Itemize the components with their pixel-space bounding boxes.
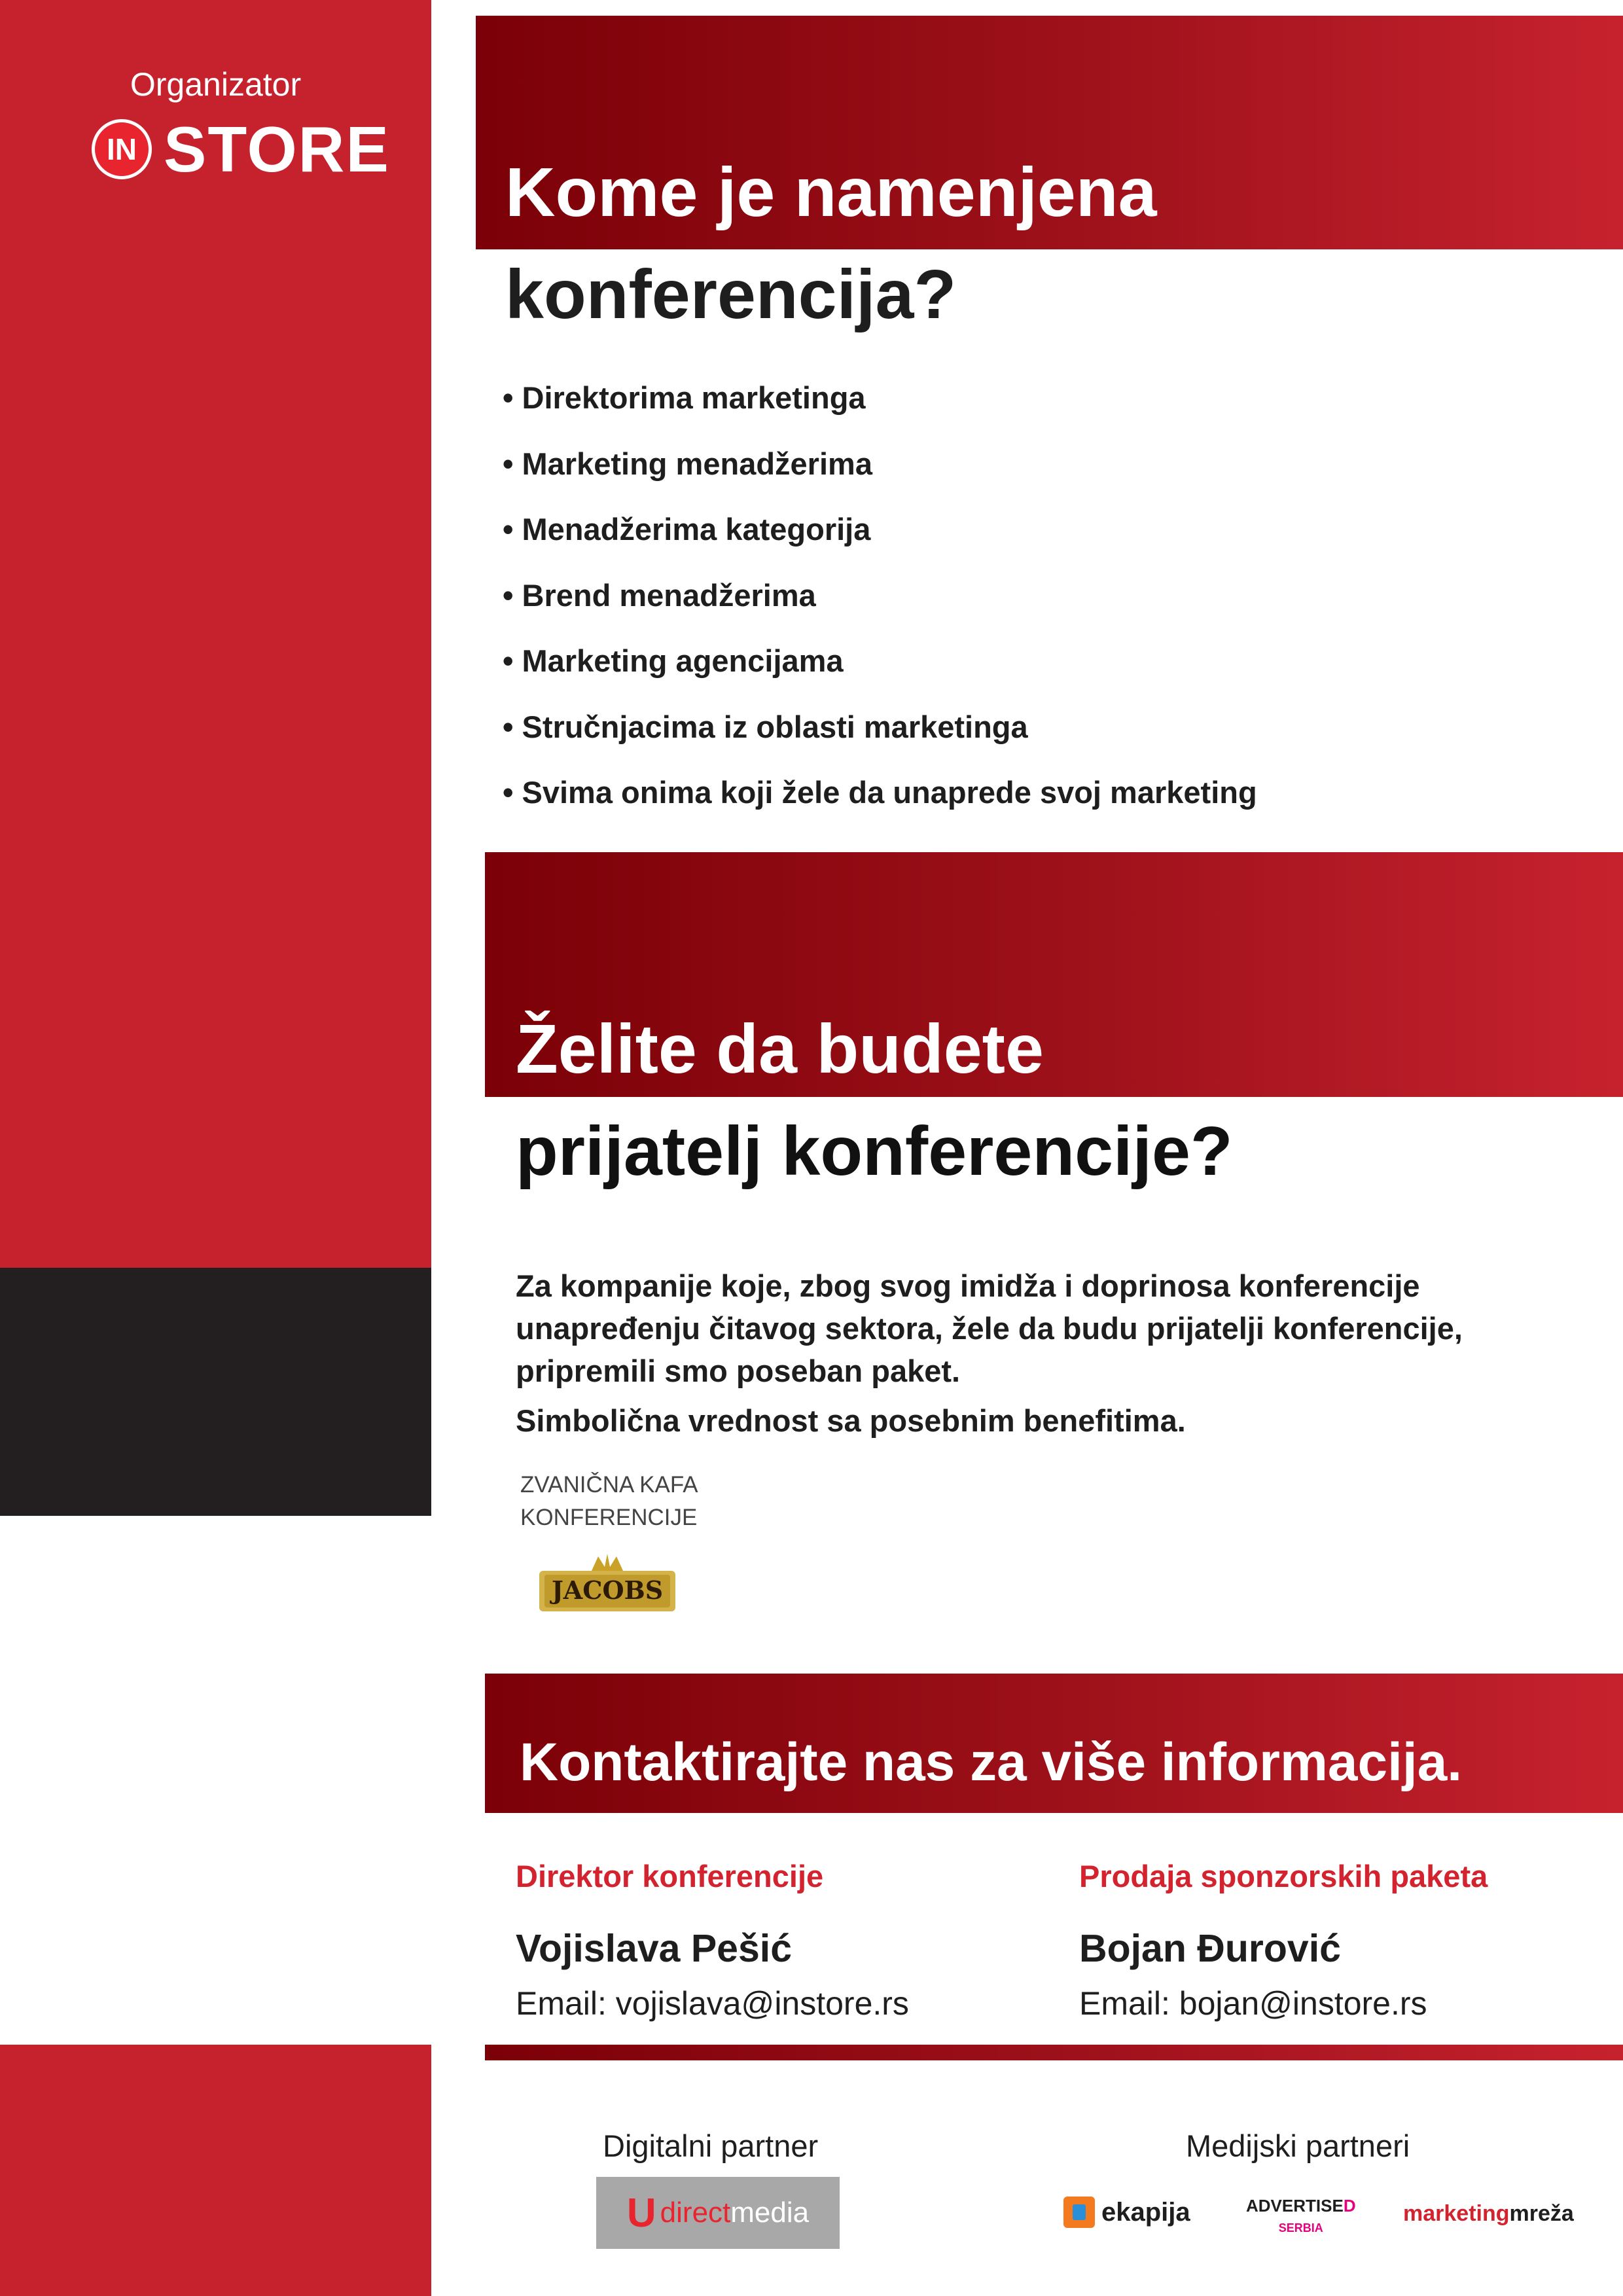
left-black-panel xyxy=(0,1268,431,1516)
audience-title-line1: Kome je namenjena xyxy=(505,154,1157,231)
directmedia-suffix: media xyxy=(730,2197,810,2229)
directmedia-prefix: direct xyxy=(660,2197,731,2229)
friend-note: Simbolična vrednost sa posebnim benefitima. xyxy=(516,1403,1186,1438)
advertised-d: D xyxy=(1343,2196,1356,2215)
advertised-sub: SERBIA xyxy=(1278,2221,1323,2235)
instore-logo-in: IN xyxy=(92,119,152,179)
contact-heading: Kontaktirajte nas za više informacija. xyxy=(520,1732,1463,1792)
instore-logo xyxy=(92,113,390,185)
list-item: • Marketing agencijama xyxy=(503,643,844,678)
ekapija-logo xyxy=(1063,2193,1190,2232)
advertised-logo xyxy=(1246,2196,1356,2236)
marketingmreza-logo xyxy=(1403,2201,1574,2227)
ekapija-text: ekapija xyxy=(1101,2197,1190,2227)
list-item: • Svima onima koji žele da unaprede svoj marketing xyxy=(503,775,1257,810)
directmedia-icon: U xyxy=(626,2190,656,2236)
friend-title-line2: prijatelj konferencije? xyxy=(516,1113,1233,1190)
marketingmreza-a: marketing xyxy=(1403,2201,1510,2226)
director-name: Vojislava Pešić xyxy=(516,1927,793,1970)
digital-partner-label: Digitalni partner xyxy=(603,2128,819,2163)
marketingmreza-b: mreža xyxy=(1509,2201,1574,2226)
audience-title-line2: konferencija? xyxy=(505,256,957,333)
list-item: • Direktorima marketinga xyxy=(503,380,866,415)
friend-paragraph: Za kompanije koje, zbog svog imidža i doprinosa konferencije unapređenju čitavog sektora, žele da budu prijatelji konferencije, pripremili smo poseban paket. xyxy=(516,1268,1463,1388)
directmedia-logo xyxy=(596,2177,840,2249)
advertised-text: ADVERTISE xyxy=(1246,2196,1344,2215)
sales-email[interactable]: Email: bojan@instore.rs xyxy=(1079,1985,1427,2022)
jacobs-logo-text: JACOBS xyxy=(551,1575,664,1605)
sales-role: Prodaja sponzorskih paketa xyxy=(1079,1859,1488,1893)
ekapija-icon xyxy=(1063,2197,1095,2228)
list-item: • Stručnjacima iz oblasti marketinga xyxy=(503,709,1028,744)
organizer-label: Organizator xyxy=(130,66,302,103)
jacobs-logo xyxy=(535,1551,679,1617)
left-red-bottom-panel xyxy=(0,2045,431,2296)
friend-title-line1: Želite da budete xyxy=(516,1011,1044,1088)
director-email[interactable]: Email: vojislava@instore.rs xyxy=(516,1985,909,2022)
coffee-label: ZVANIČNA KAFA KONFERENCIJE xyxy=(520,1472,698,1530)
footer-divider xyxy=(485,2045,1623,2060)
sales-name: Bojan Đurović xyxy=(1079,1927,1341,1970)
media-partners-label: Medijski partneri xyxy=(1186,2128,1410,2163)
list-item: • Marketing menadžerima xyxy=(503,446,872,481)
audience-list xyxy=(503,378,1257,839)
instore-logo-store: STORE xyxy=(164,113,390,185)
director-role: Direktor konferencije xyxy=(516,1859,824,1893)
list-item: • Brend menadžerima xyxy=(503,577,816,613)
left-red-panel xyxy=(0,0,431,1268)
list-item: • Menadžerima kategorija xyxy=(503,512,871,547)
